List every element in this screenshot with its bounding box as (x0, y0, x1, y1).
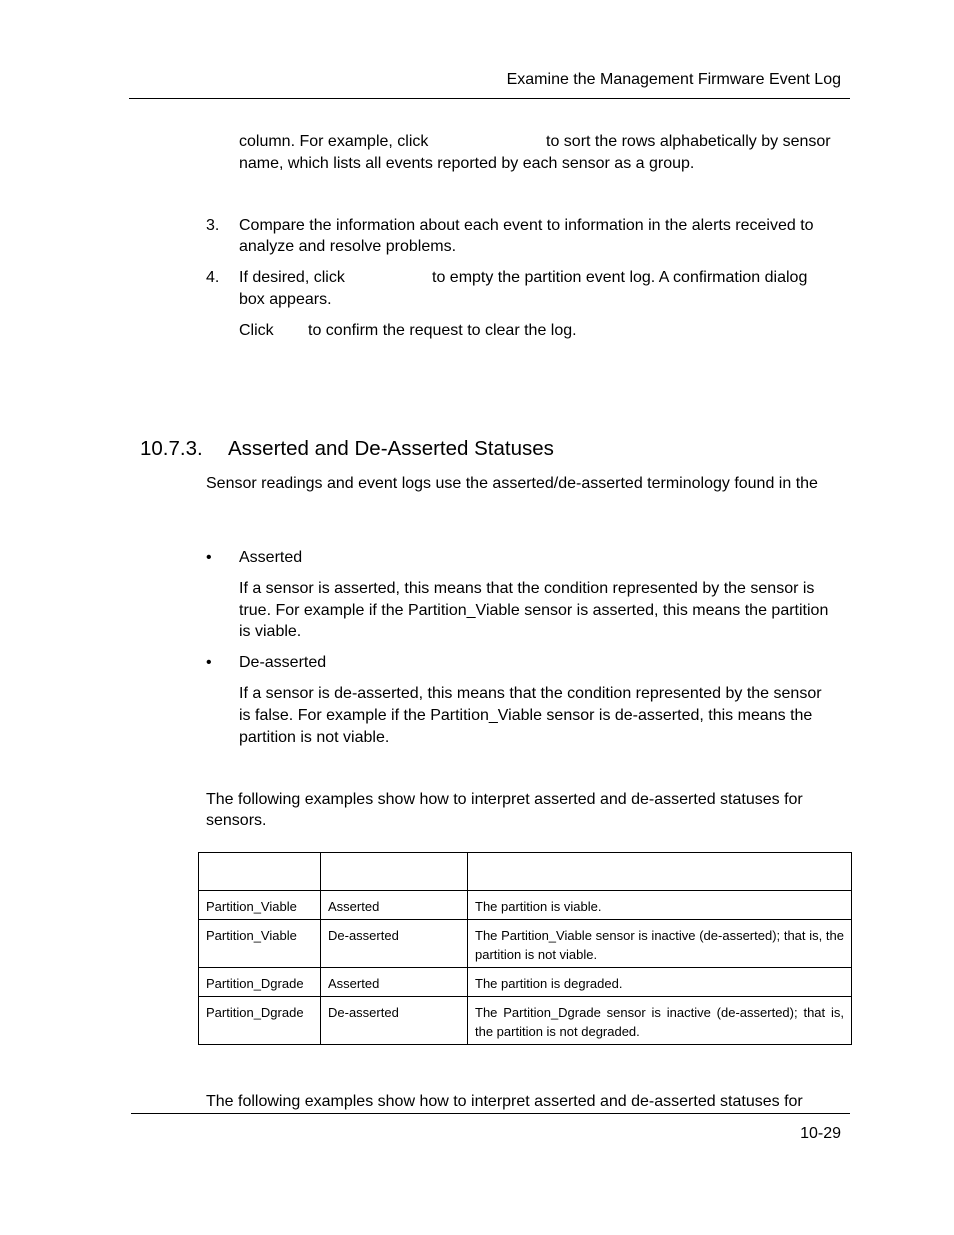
step-continued-line-1a: column. For example, click (239, 133, 429, 150)
sensor-name-cell: Partition_Viable (199, 891, 321, 920)
status-cell: De-asserted (321, 997, 468, 1045)
bullet-icon: • (206, 654, 212, 671)
table-header-cell (468, 853, 852, 891)
footer-divider (131, 1113, 850, 1114)
step-3-line-2: analyze and resolve problems. (239, 238, 457, 255)
examples-intro-line-2: sensors. (206, 812, 267, 829)
deasserted-desc-line-1: If a sensor is de-asserted, this means that the condition represented by the sensor (239, 685, 822, 702)
running-header-title: Examine the Management Firmware Event Log (506, 71, 841, 88)
section-intro: Sensor readings and event logs use the asserted/de-asserted terminology found in the (206, 475, 818, 492)
section-heading (140, 436, 554, 462)
page-number: 10-29 (800, 1125, 841, 1142)
status-cell: Asserted (321, 968, 468, 997)
header-divider (129, 98, 850, 99)
status-cell: De-asserted (321, 920, 468, 968)
step-4-line-1b: to empty the partition event log. A confirmation dialog (432, 269, 808, 286)
step-number-3: 3. (206, 217, 220, 234)
sensor-name-cell: Partition_Dgrade (199, 997, 321, 1045)
bullet-icon: • (206, 549, 212, 566)
asserted-desc-line-2: true. For example if the Partition_Viable sensor is asserted, this means the partition (239, 602, 829, 619)
table-row (199, 968, 852, 997)
status-cell: Asserted (321, 891, 468, 920)
step-number-4: 4. (206, 269, 220, 286)
sensor-name-cell: Partition_Dgrade (199, 968, 321, 997)
table-row (199, 920, 852, 968)
step-4-line-1a: If desired, click (239, 269, 345, 286)
section-title: Asserted and De-Asserted Statuses (228, 437, 554, 460)
step-continued-line-2: name, which lists all events reported by each sensor as a group. (239, 155, 695, 172)
meaning-cell: The Partition_Viable sensor is inactive (de-asserted); that is, the partition is not viable. (468, 920, 852, 968)
bullet-label-deasserted: De-asserted (239, 654, 327, 671)
section-number: 10.7.3. (140, 437, 203, 460)
step-continued-line-1b: to sort the rows alphabetically by sensor (546, 133, 831, 150)
step-4-sub-b: to confirm the request to clear the log. (308, 322, 577, 339)
meaning-cell: The Partition_Dgrade sensor is inactive (de-asserted); that is, the partition is not degraded. (468, 997, 852, 1045)
step-4-line-2: box appears. (239, 291, 332, 308)
deasserted-desc-line-3: partition is not viable. (239, 729, 390, 746)
table-header-row (199, 853, 852, 891)
sensor-status-table (198, 852, 852, 1045)
deasserted-desc-line-2: is false. For example if the Partition_Viable sensor is de-asserted, this means the (239, 707, 813, 724)
sensor-name-cell: Partition_Viable (199, 920, 321, 968)
step-3-line-1: Compare the information about each event to information in the alerts received to (239, 217, 814, 234)
examples-intro-line-1: The following examples show how to interpret asserted and de-asserted statuses for (206, 791, 803, 808)
bullet-label-asserted: Asserted (239, 549, 303, 566)
table-header-cell (321, 853, 468, 891)
asserted-desc-line-1: If a sensor is asserted, this means that the condition represented by the sensor is (239, 580, 815, 597)
table-row (199, 891, 852, 920)
examples-intro-2: The following examples show how to interpret asserted and de-asserted statuses for (206, 1093, 803, 1110)
step-4-sub-a: Click (239, 322, 274, 339)
asserted-desc-line-3: is viable. (239, 623, 302, 640)
meaning-cell: The partition is degraded. (468, 968, 852, 997)
table-header-cell (199, 853, 321, 891)
table-row (199, 997, 852, 1045)
meaning-cell: The partition is viable. (468, 891, 852, 920)
